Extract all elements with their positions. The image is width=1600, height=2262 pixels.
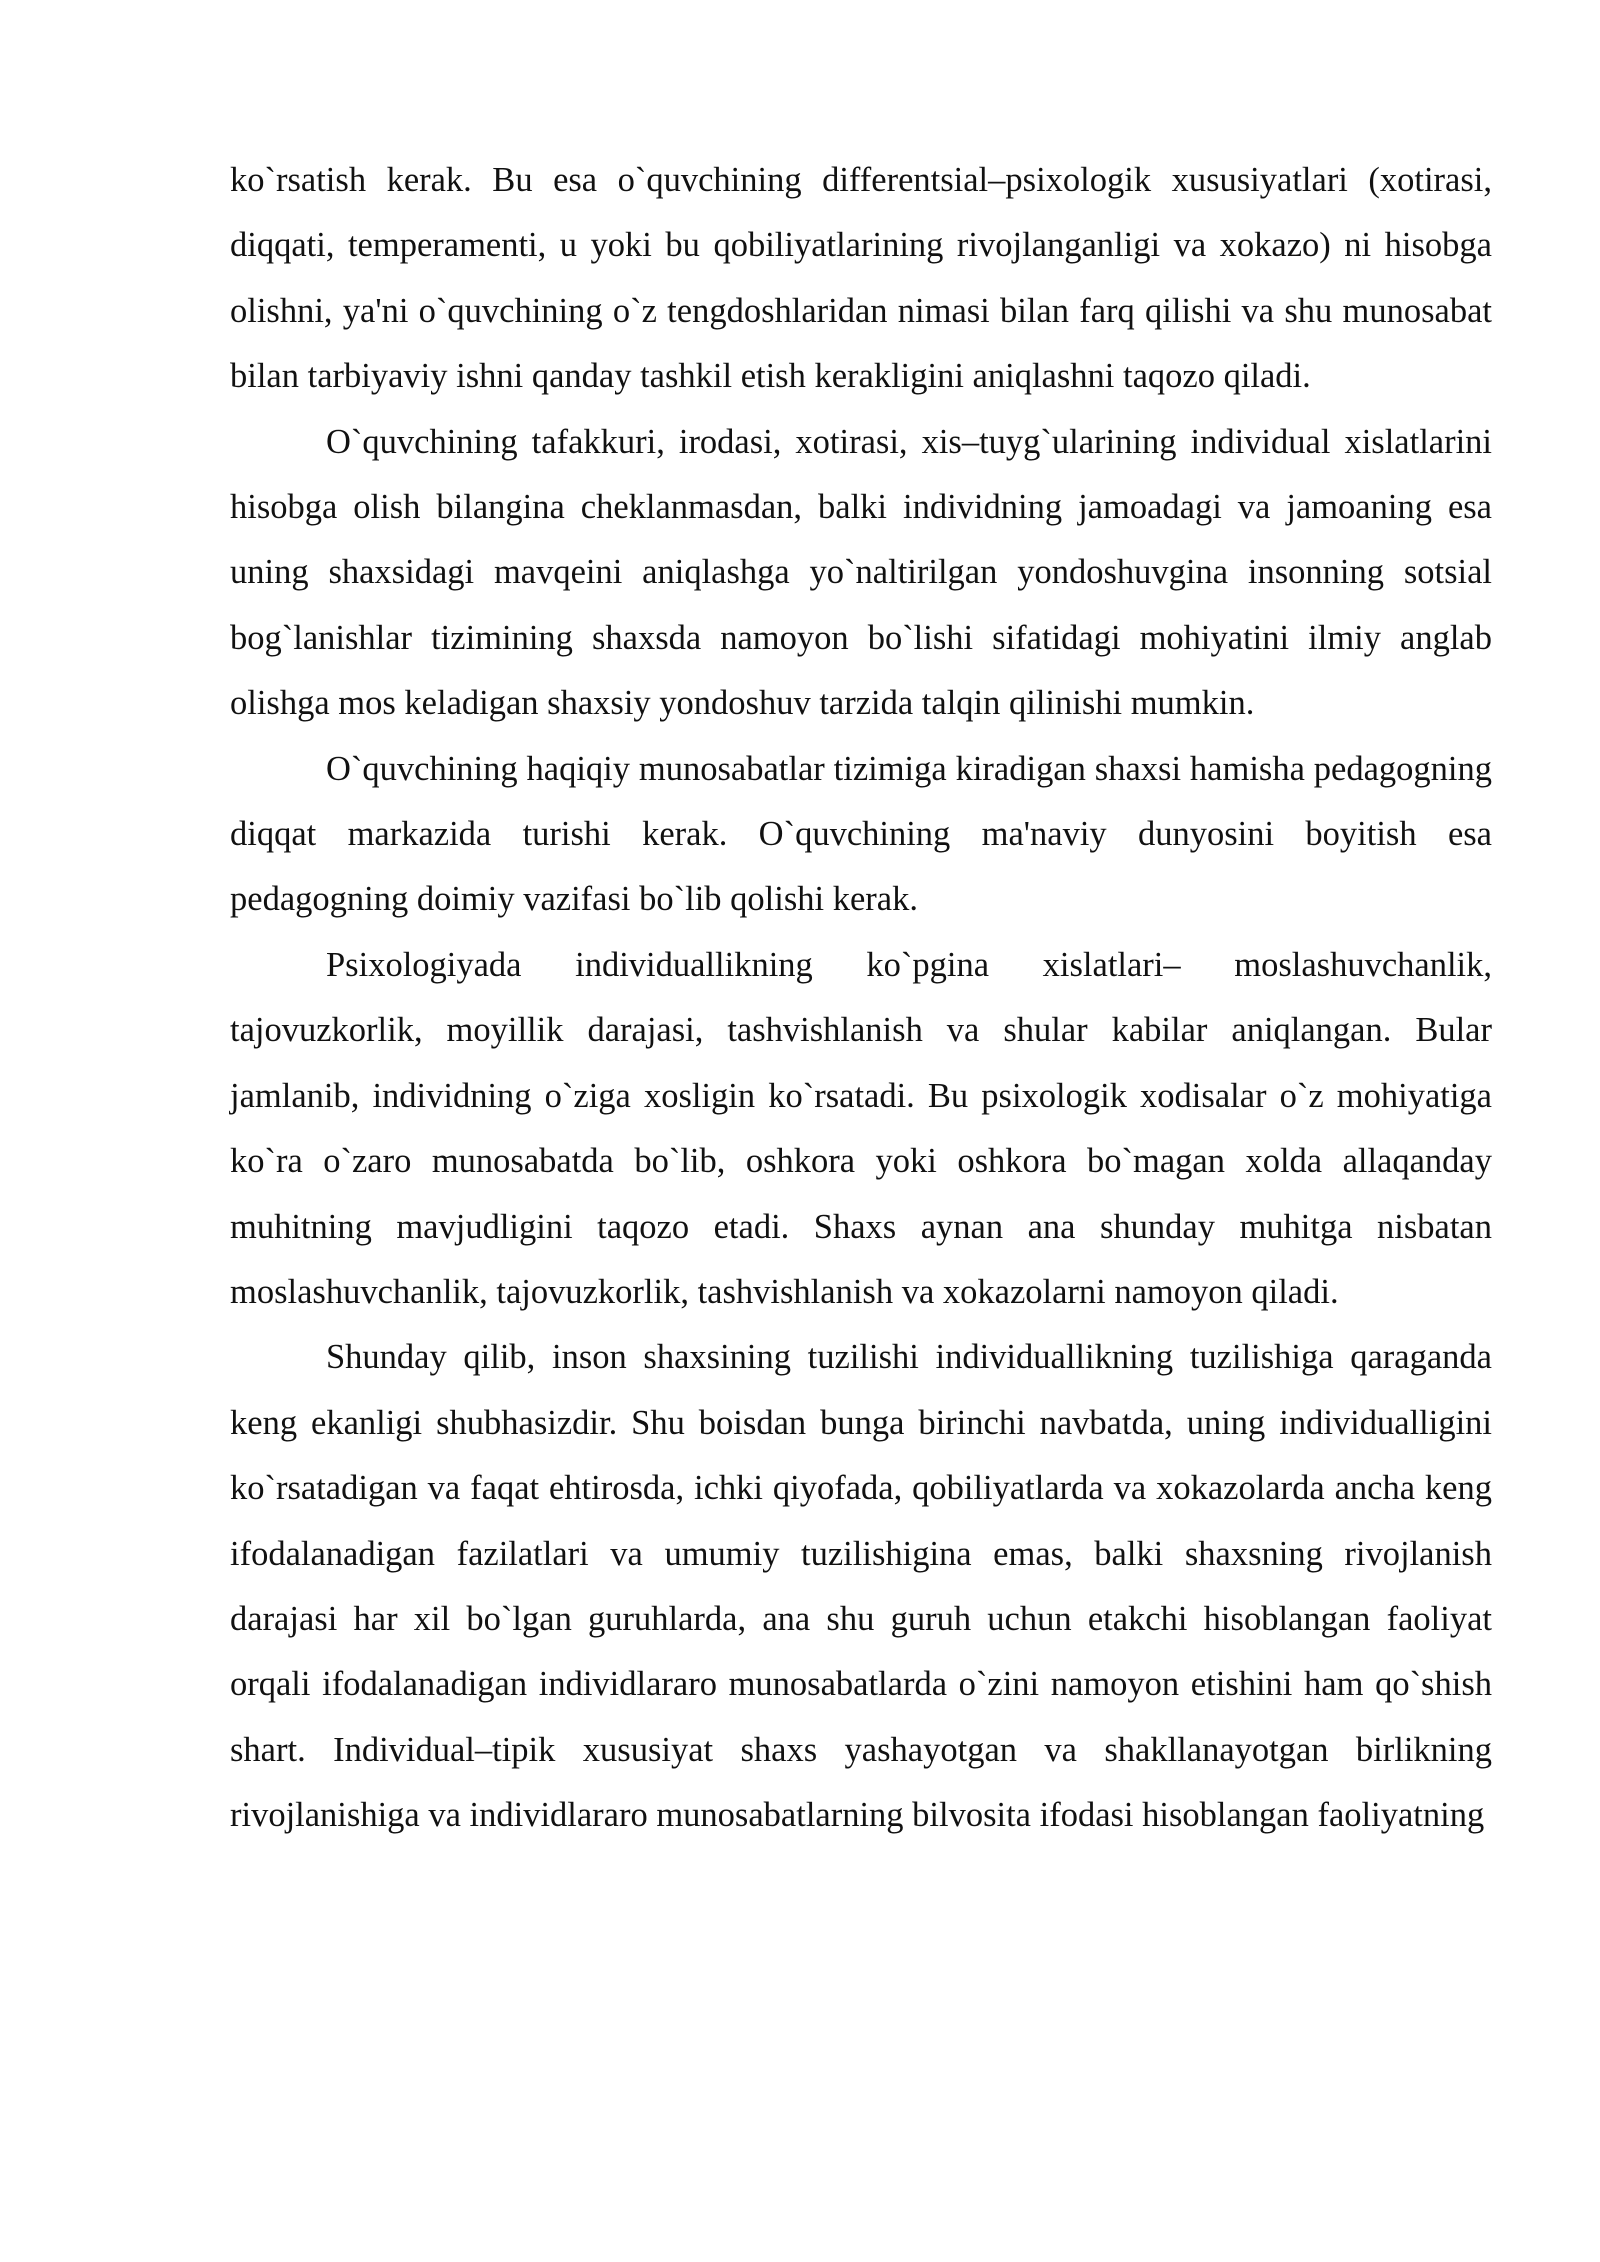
paragraph-1: ko`rsatish kerak. Bu esa o`quvchining differentsial–psixologik xususiyatlari (xotirasi, diqqati, temperamenti, u yoki bu qobiliyatlarining rivojlanganligi va xokazo) ni hisobga olishni, ya'ni o`quvchining o`z tengdoshlaridan nimasi bilan farq qilishi va shu munosabat bilan tarbiyaviy ishni qanday tashkil etish kerakligini aniqlashni taqozo qiladi. [230, 161, 1492, 396]
document-page [230, 148, 1492, 1849]
paragraph-5: Shunday qilib, inson shaxsining tuzilishi individuallikning tuzilishiga qaraganda keng ekanligi shubhasizdir. Shu boisdan bunga birinchi navbatda, uning individualligini ko`rsatadigan va faqat ehtirosda, ichki qiyofada, qobiliyatlarda va xokazolarda ancha keng ifodalanadigan fazilatlari va umumiy tuzilishigina emas, balki shaxsning rivojlanish darajasi har xil bo`lgan guruhlarda, ana shu guruh uchun etakchi hisoblangan faoliyat orqali ifodalanadigan individlararo munosabatlarda o`zini namoyon etishini ham qo`shish shart. Individual–tipik xususiyat shaxs yashayotgan va shakllanayotgan birlikning rivojlanishiga va individlararo munosabatlarning bilvosita ifodasi hisoblangan faoliyatning [230, 1338, 1492, 1835]
paragraph-2: O`quvchining tafakkuri, irodasi, xotirasi, xis–tuyg`ularining individual xislatlarini hisobga olish bilangina cheklanmasdan, balki individning jamoadagi va jamoaning esa uning shaxsidagi mavqeini aniqlashga yo`naltirilgan yondoshuvgina insonning sotsial bog`lanishlar tizimining shaxsda namoyon bo`lishi sifatidagi mohiyatini ilmiy anglab olishga mos keladigan shaxsiy yondoshuv tarzida talqin qilinishi mumkin. [230, 422, 1492, 723]
paragraph-4: Psixologiyada individuallikning ko`pgina xislatlari– moslashuvchanlik, tajovuzkorlik, moyillik darajasi, tashvishlanish va shular kabilar aniqlangan. Bular jamlanib, individning o`ziga xosligin ko`rsatadi. Bu psixologik xodisalar o`z mohiyatiga ko`ra o`zaro munosabatda bo`lib, oshkora yoki oshkora bo`magan xolda allaqanday muhitning mavjudligini taqozo etadi. Shaxs aynan ana shunday muhitga nisbatan moslashuvchanlik, tajovuzkorlik, tashvishlanish va xokazolarni namoyon qiladi. [230, 945, 1492, 1311]
paragraph-3: O`quvchining haqiqiy munosabatlar tizimiga kiradigan shaxsi hamisha pedagogning diqqat markazida turishi kerak. O`quvchining ma'naviy dunyosini boyitish esa pedagogning doimiy vazifasi bo`lib qolishi kerak. [230, 749, 1492, 919]
